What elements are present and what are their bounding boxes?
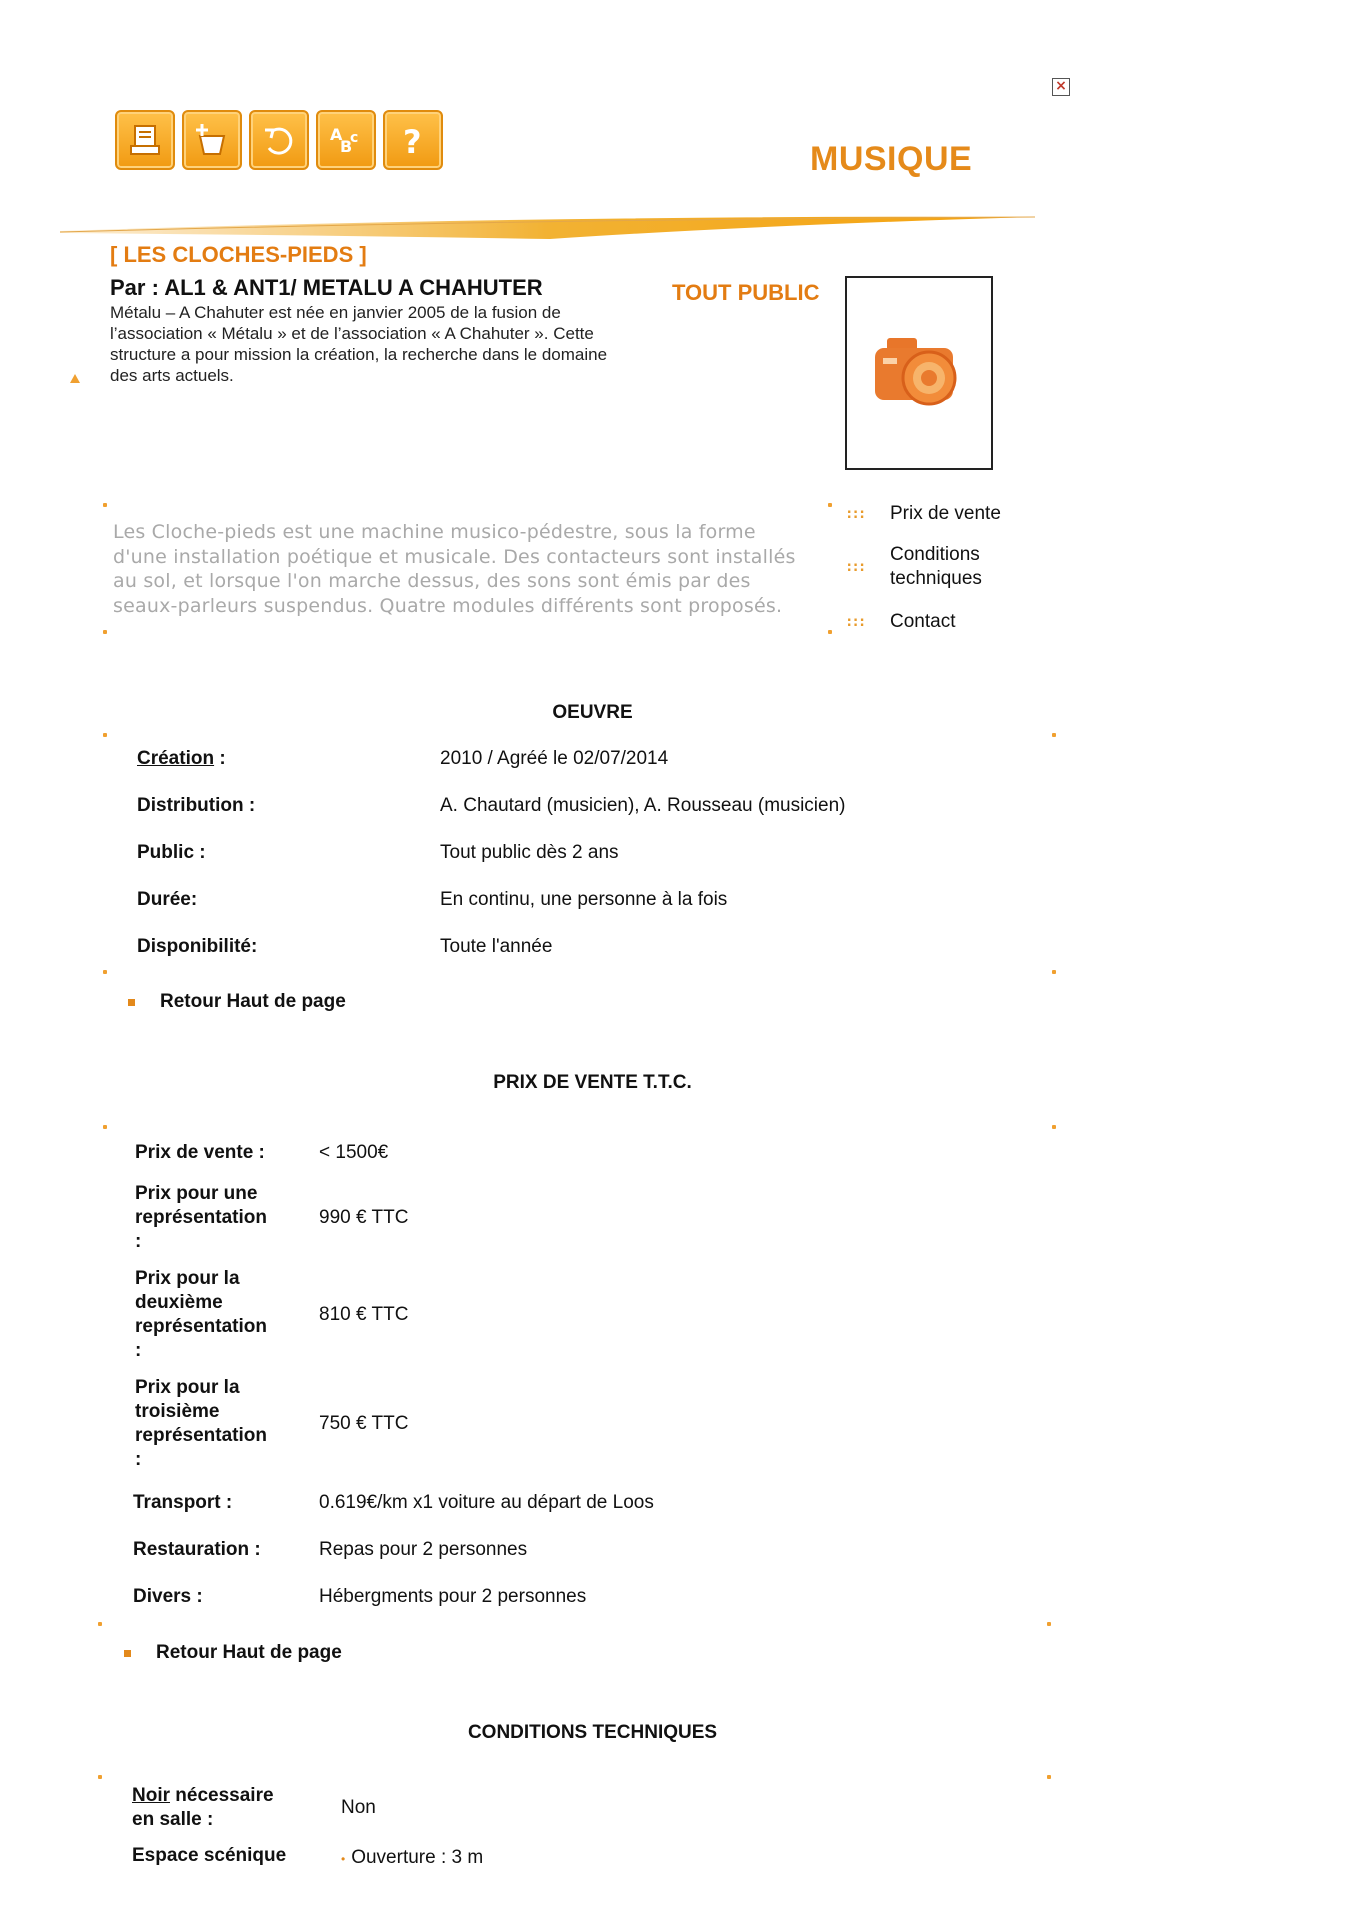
duree-label: Durée: [137,889,198,910]
divers-value: Hébergments pour 2 personnes [319,1586,587,1607]
espace-scenique-label: Espace scénique [132,1845,287,1866]
series-title: [ LES CLOCHES-PIEDS ] [110,242,367,267]
svg-text:A: A [330,125,343,144]
distribution-label: Distribution : [137,795,256,816]
disponibilite-value: Toute l'année [440,936,553,957]
decor-dot [1047,1622,1051,1626]
prix-troisieme-label: Prix pour la troisième représentation : [135,1377,267,1470]
section-title: MUSIQUE [810,140,973,178]
decor-dot [98,1622,102,1626]
side-link-conditions-techniques[interactable]: ::: Conditions techniques [845,544,982,589]
show-description: Les Cloche-pieds est une machine musico-pédestre, sous la forme d'une installation poétique et musicale. Des contacteurs sont installés au sol, et lorsque l'on marche dessus, des sons sont émis par des seaux-parleurs suspendus. Quatre modules différents sont proposés. [113,521,796,617]
print-icon[interactable] [115,110,175,170]
svg-text:c: c [350,130,359,146]
divers-label: Divers : [133,1586,203,1607]
decor-dot [1052,970,1056,974]
side-link-prix-de-vente[interactable]: ::: Prix de vente [845,503,1001,524]
audience-badge: TOUT PUBLIC [672,280,820,305]
decor-dot [1052,1125,1056,1129]
decor-dot [103,630,107,634]
help-icon[interactable] [383,110,443,170]
disponibilite-label: Disponibilité: [137,936,258,957]
prix-vente-label: Prix de vente : [135,1142,265,1163]
espace-scenique-value: • Ouverture : 3 m [341,1847,484,1868]
prix-vente-value: < 1500€ [319,1142,389,1163]
decor-dot [103,1125,107,1129]
decor-triangle [70,374,80,383]
svg-text:B: B [340,137,353,156]
decor-dot [103,733,107,737]
creation-label: Création : [137,748,226,769]
prix-title: PRIX DE VENTE T.T.C. [493,1072,692,1093]
side-link-contact[interactable]: ::: Contact [845,611,956,632]
prix-deuxieme-label: Prix pour la deuxième représentation : [135,1268,267,1361]
restauration-label: Restauration : [133,1539,261,1560]
back-icon[interactable] [249,110,309,170]
svg-text:?: ? [403,123,422,160]
prix-deuxieme-value: 810 € TTC [319,1304,409,1325]
square-bullet-icon [124,1650,131,1657]
restauration-value: Repas pour 2 personnes [319,1539,528,1560]
dots-icon: ::: [845,559,865,575]
distribution-value: A. Chautard (musicien), A. Rousseau (musicien) [440,795,846,816]
decor-dot [98,1775,102,1779]
conditions-title: CONDITIONS TECHNIQUES [467,1722,718,1743]
show-photo [845,276,993,470]
company-intro: Métalu – A Chahuter est née en janvier 2005 de la fusion de l’association « Métalu » et de l’association « A Chahuter ». Cette structure a pour mission la création, la recherche dans le domaine des arts actuels. [110,303,608,385]
decor-dot [103,970,107,974]
decor-dot [828,630,832,634]
prix-representation-value: 990 € TTC [319,1207,409,1228]
decor-dot [1052,733,1056,737]
company-byline: Par : AL1 & ANT1/ METALU A CHAHUTER [110,275,543,300]
prix-troisieme-value: 750 € TTC [319,1413,409,1434]
transport-label: Transport : [133,1492,233,1513]
square-bullet-icon [128,999,135,1006]
dot-bullet-icon: • [341,1852,346,1866]
oeuvre-title: OEUVRE [552,702,633,723]
noir-value: Non [341,1797,376,1818]
decor-dot [103,503,107,507]
header-swoosh [60,205,1035,245]
toolbar [115,110,443,170]
duree-value: En continu, une personne à la fois [440,889,728,910]
decor-dot [1047,1775,1051,1779]
camera-icon [869,328,969,418]
close-icon[interactable]: × [1052,78,1070,96]
add-basket-icon[interactable] [182,110,242,170]
abc-icon[interactable] [316,110,376,170]
public-label: Public : [137,842,206,863]
creation-value: 2010 / Agréé le 02/07/2014 [440,748,669,769]
back-to-top-link[interactable]: Retour Haut de page [128,991,346,1013]
public-value: Tout public dès 2 ans [440,842,619,863]
dots-icon: ::: [845,506,865,522]
back-to-top-link[interactable]: Retour Haut de page [124,1642,342,1664]
prix-representation-label: Prix pour une représentation : [135,1183,267,1252]
noir-label: Noir nécessaire en salle : [132,1785,274,1830]
dots-icon: ::: [845,614,865,630]
transport-value: 0.619€/km x1 voiture au départ de Loos [319,1492,654,1513]
decor-dot [828,503,832,507]
